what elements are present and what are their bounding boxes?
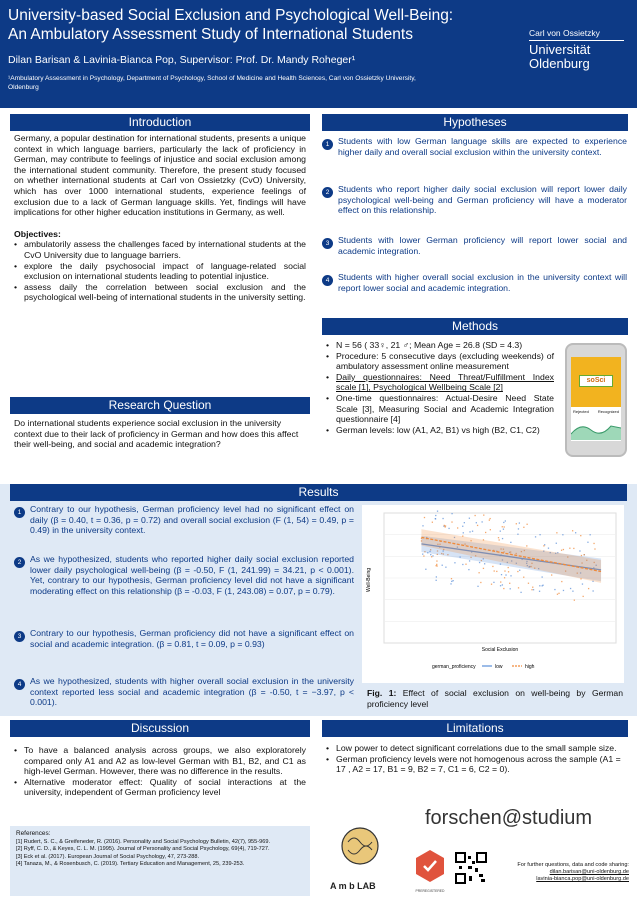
scatter-point-high [494,570,495,571]
scatter-point-high [491,584,492,585]
legend-title: german_proficiency [432,664,476,670]
scatter-point-low [520,592,521,593]
scatter-point-low [484,563,485,564]
authors: Dilan Barisan & Lavinia-Bianca Pop, Supervisor: Prof. Dr. Mandy Roheger¹ [8,54,356,66]
scatter-point-high [451,521,452,522]
prereg-label: PREREGISTERED [415,889,445,893]
scatter-point-high [498,539,499,540]
contact-email[interactable]: lavinia-bianca.pop@uni-oldenburg.de [536,876,629,882]
poster-title [8,6,508,44]
logo-big-text-1: Universität [529,42,591,57]
scatter-point-low [451,581,452,582]
contact-info [517,862,629,883]
scatter-point-low [500,585,501,586]
scatter-point-low [535,536,536,537]
objectives-list [14,239,306,303]
logo-small-text: Carl von Ossietzky [529,28,600,38]
scatter-point-low [501,574,502,575]
scatter-point-low [451,513,452,514]
scatter-point-low [589,534,590,535]
scatter-point-low [422,553,423,554]
figure-caption-text: Effect of social exclusion on well-being by German proficiency level [367,688,623,709]
scatter-point-high [543,545,544,546]
scatter-point-low [510,588,511,589]
scatter-point-high [436,560,437,561]
scatter-point-high [557,594,558,595]
scatter-point-low [462,564,463,565]
result-number: 4 [14,679,25,690]
scatter-point-high [504,577,505,578]
scatter-point-low [539,591,540,592]
scatter-point-high [485,532,486,533]
scatter-point-low [502,538,503,539]
scatter-point-low [493,582,494,583]
discussion-item: • To have a balanced analysis across groups, we also exploratorely compared only A1 and A2 as low-level German with B1, B2, and C1 as high-level German. However, there was no difference in the results. [14,745,306,777]
objectives-label: Objectives: [14,228,61,239]
scatter-point-high [436,564,437,565]
scatter-point-high [531,589,532,590]
methods-item: • One-time questionnaires: Actual-Desire Need State Scale [3], Measuring Social and Academic Integration questionnaire [4] [326,393,554,425]
scatter-point-low [503,529,504,530]
scatter-point-high [528,583,529,584]
scatter-point-high [508,567,509,568]
scatter-point-high [489,519,490,520]
contact-line: For further questions, data and code sharing: [517,862,629,868]
scatter-point-high [496,571,497,572]
scatter-point-low [452,580,453,581]
scatter-point-low [539,585,540,586]
scatter-point-low [445,567,446,568]
scatter-point-low [505,574,506,575]
scatter-point-high [532,587,533,588]
scatter-point-low [500,530,501,531]
scatter-point-low [463,532,464,533]
scatter-point-low [462,526,463,527]
hypothesis-item [322,136,627,157]
app-tab-rejected: Rejected [573,409,589,414]
title-line-2: An Ambulatory Assessment Study of International Students [8,26,413,43]
scatter-point-low [582,583,583,584]
scatter-point-low [481,521,482,522]
objective-item: • assess daily the correlation between social exclusion and the psychological well-being of international students in the university setting. [14,282,306,303]
limitations-list [326,743,626,775]
scatter-point-high [432,522,433,523]
scatter-point-low [572,591,573,592]
scatter-point-low [562,534,563,535]
phone-screen [571,357,621,441]
scatter-point-low [518,528,519,529]
scatter-point-low [437,511,438,512]
scatter-point-high [489,518,490,519]
result-item [14,554,354,596]
references-box [10,826,310,896]
discussion-heading: Discussion [10,720,310,737]
hypothesis-number: 2 [322,187,333,198]
limitations-heading: Limitations [322,720,628,737]
scatter-point-low [469,560,470,561]
scatter-point-low [575,532,576,533]
scatter-point-low [435,515,436,516]
results-heading: Results [10,484,627,501]
legend-high-label: high [525,664,535,670]
objective-item: • explore the daily psychosocial impact of language-related social exclusion on international students leading to potential injustice. [14,261,306,282]
introduction-section [14,133,306,303]
app-header [571,357,621,407]
scatter-point-low [517,534,518,535]
hypothesis-text: Students with lower German proficiency will report lower social and academic integration. [338,235,627,256]
scatter-point-low [479,562,480,563]
scatter-point-high [445,526,446,527]
ambulatory-lab-logo [330,820,392,896]
objectives-label-text: Objectives [14,228,58,239]
scatter-point-low [503,522,504,523]
scatter-point-high [573,548,574,549]
preregistered-badge [412,848,448,893]
scatter-point-low [448,528,449,529]
hypothesis-item [322,235,627,256]
hypothesis-item [322,184,627,216]
scatter-point-low [519,570,520,571]
scatter-point-low [587,542,588,543]
methods-heading: Methods [322,318,628,335]
scatter-point-high [584,554,585,555]
scatter-point-high [457,527,458,528]
scatter-point-low [454,562,455,563]
app-tab-recognized: Recognized [597,409,619,414]
hypothesis-text: Students with low German language skills are expected to experience higher daily and overall social exclusion within the university context. [338,136,627,157]
result-text: As we hypothesized, students who reported higher daily social exclusion reported lower daily psychological well-being (β = -0.50, F (1, 241.99) = 34.21, p < 0.001). Yet, contrary to our hypothesis, German proficiency level did not have a significant moderating effect on this relationship (β = -0.03, F (1, 243.08) = 0.07, p = 0.79). [30,554,354,596]
scatter-point-high [483,514,484,515]
scatter-point-high [480,582,481,583]
hypotheses-heading: Hypotheses [322,114,628,131]
hypothesis-text: Students who report higher daily social exclusion will report lower daily psychological well-being and German proficiency will have a moderator effect on this relationship. [338,184,627,216]
chart-svg [362,505,624,683]
references-heading: References: [16,830,51,837]
scatter-point-high [594,548,595,549]
logo-divider [529,40,624,41]
scatter-point-low [432,555,433,556]
figure-caption-label: Fig. 1: [367,688,397,698]
scatter-point-low [436,580,437,581]
scatter-point-high [561,581,562,582]
scatter-point-high [431,556,432,557]
scatter-point-high [423,555,424,556]
scatter-point-low [541,576,542,577]
hypothesis-number: 3 [322,238,333,249]
scatter-point-low [468,569,469,570]
scatter-point-low [422,525,423,526]
scatter-point-low [477,586,478,587]
scatter-point-high [593,543,594,544]
scatter-point-low [464,522,465,523]
scatter-point-high [518,587,519,588]
hypothesis-number: 1 [322,139,333,150]
poster-header [0,0,637,108]
scatter-point-high [444,525,445,526]
research-question-section [14,418,306,450]
app-tabs [571,407,621,416]
discussion-section [14,745,306,798]
discussion-item: • Alternative moderator effect: Quality of social interactions at the university, independent of German proficiency level [14,777,306,798]
objective-item: • ambulatorily assess the challenges faced by international students at the CvO University due to language barriers. [14,239,306,260]
scatter-point-high [556,532,557,533]
reference-item: [4] Tanaza, M., & Rosenbusch, C. (2019). Tertiary Education and Management, 25, 239-253. [16,861,245,868]
scatter-point-high [516,523,517,524]
scatter-point-low [548,548,549,549]
result-text: Contrary to our hypothesis, German proficiency did not have a significant effect on social and academic integration. (β = 0.81, t = 0.09, p = 0.93) [30,628,354,649]
app-graph-icon [571,416,621,440]
research-question-text: Do international students experience social exclusion in the university context due to their lack of proficiency in German and how does this affect their well-being, and social and academic integration? [14,418,299,450]
scatter-point-low [539,534,540,535]
reference-item: [3] Eck et al. (2017). European Journal of Social Psychology, 47, 273-288. [16,853,200,860]
scatter-point-high [477,525,478,526]
scatter-point-high [523,577,524,578]
scatter-point-low [442,518,443,519]
methods-section [326,340,554,435]
scatter-point-high [498,537,499,538]
scatter-point-high [572,530,573,531]
scatter-point-high [504,570,505,571]
scatter-point-low [469,531,470,532]
legend-low-label: low [495,664,503,670]
methods-item: • Procedure: 5 consecutive days (excluding weekends) of ambulatory assessment online measurement [326,351,554,372]
methods-item: • German levels: low (A1, A2, B1) vs high (B2, C1, C2) [326,425,554,436]
scatter-point-high [574,599,575,600]
scatter-point-low [542,585,543,586]
introduction-text: Germany, a popular destination for international students, presents a unique context in which language barriers, particularly the lack of proficiency in German, may contribute to feelings of injustice and social exclusion among the international student community. Therefore, the present study focused on whether international students at Carl von Ossietzky (CvO) University, which has over 1000 international students, experience feelings of exclusion due to a lack of German language skills. Yet, findings will have implications for other higher education institutions in Germany, as well. [14,133,307,218]
title-line-1: University-based Social Exclusion and Psychological Well-Being: [8,7,454,24]
qr-code-icon [455,852,487,884]
scatter-point-high [478,572,479,573]
scatter-point-high [503,588,504,589]
scatter-point-high [435,565,436,566]
scatter-point-high [561,550,562,551]
methods-item [326,372,554,393]
scatter-point-high [508,571,509,572]
x-axis-label: Social Exclusion [481,647,519,653]
logo-big-text-2: Oldenburg [529,56,590,71]
scatter-point-high [500,581,501,582]
limitations-section [326,743,626,775]
scatter-point-high [465,564,466,565]
result-number: 1 [14,507,25,518]
scatter-point-low [519,522,520,523]
scatter-point-high [551,574,552,575]
limitation-item: • German proficiency levels were not homogenous across the sample (A1 = 17 , A2 = 17, B1 = 9, B2 = 7, C1 = 6, C2 = 0). [326,754,626,775]
scatter-point-high [517,571,518,572]
result-item [14,504,354,536]
scatter-point-low [579,550,580,551]
scatter-point-low [533,589,534,590]
discussion-list [14,745,306,798]
scatter-point-high [502,526,503,527]
scatter-point-low [554,589,555,590]
scatter-point-high [523,527,524,528]
scatter-point-low [592,590,593,591]
scatter-point-high [563,549,564,550]
research-question-heading: Research Question [10,397,310,414]
university-logo [529,28,629,71]
scatter-point-high [526,545,527,546]
y-axis-label: Well-Being [366,567,372,593]
introduction-heading: Introduction [10,114,310,131]
hypothesis-text: Students with higher overall social exclusion in the university context will report lower social and academic integration. [338,272,627,293]
result-number: 3 [14,631,25,642]
result-item [14,676,354,708]
scatter-point-high [424,517,425,518]
affiliation: ¹Ambulatory Assessment in Psychology, Department of Psychology, School of Medicine and Health Sciences, Carl von Ossietzky University, Oldenburg [8,75,416,91]
methods-item-text: Daily questionnaires: Need Threat/Fulfillment Index scale [1], Psychological Wellbeing Scale [2] [336,371,554,393]
forschen-logo: forschen@studium [425,807,593,829]
scatter-point-high [474,515,475,516]
scatter-point-low [510,575,511,576]
scatter-point-high [490,529,491,530]
scatter-point-low [556,543,557,544]
scatter-point-high [483,568,484,569]
hypothesis-number: 4 [322,275,333,286]
lab-letters: A m b LAB [330,881,376,891]
contact-email[interactable]: dilan.barisan@uni-oldenburg.de [549,869,629,875]
result-number: 2 [14,557,25,568]
scatter-point-low [442,565,443,566]
results-chart [362,505,624,683]
result-item [14,628,354,649]
scatter-point-low [430,554,431,555]
scatter-point-high [569,548,570,549]
scatter-point-high [504,526,505,527]
sosci-logo: soSci [579,375,613,387]
scatter-point-low [502,584,503,585]
scatter-point-low [450,583,451,584]
result-text: Contrary to our hypothesis, German proficiency level had no significant effect on daily (β = 0.40, t = 0.36, p = 0.72) and overall social exclusion (F (1, 54) = 0.49, p = 0.49) in the university context. [30,504,354,536]
scatter-point-low [436,576,437,577]
scatter-point-low [476,522,477,523]
scatter-point-low [435,518,436,519]
scatter-point-low [563,590,564,591]
scatter-point-low [425,569,426,570]
qr-code-graphic [455,852,487,884]
scatter-point-high [509,583,510,584]
scatter-point-high [583,596,584,597]
scatter-point-high [558,593,559,594]
scatter-point-low [510,542,511,543]
result-text: As we hypothesized, students with higher overall social exclusion in the university context reported less social and academic integration (β = -0.50, t = −3.97, p < 0.001). [30,676,354,708]
methods-list [326,340,554,435]
scatter-point-low [472,531,473,532]
limitation-item: • Low power to detect significant correlations due to the small sample size. [326,743,626,754]
scatter-point-high [588,588,589,589]
methods-item: • N = 56 ( 33♀, 21 ♂; Mean Age = 26.8 (SD = 4.3) [326,340,554,351]
scatter-point-high [451,578,452,579]
scatter-point-low [570,588,571,589]
scatter-point-high [492,566,493,567]
phone-image [565,343,627,457]
hypothesis-item [322,272,627,293]
scatter-point-high [580,535,581,536]
preregistered-icon [412,848,448,884]
scatter-point-high [526,524,527,525]
figure-caption [367,688,623,709]
scatter-point-low [505,520,506,521]
brain-icon [330,820,392,876]
reference-item: [1] Rudert, S. C., & Greifeneder, R. (2016). Personality and Social Psychology Bulletin, 42(7), 955-969. [16,838,271,845]
reference-item: [2] Ryff, C. D., & Keyes, C. L. M. (1995). Journal of Personality and Social Psychology, 69(4), 719-727. [16,846,270,853]
scatter-point-low [469,518,470,519]
